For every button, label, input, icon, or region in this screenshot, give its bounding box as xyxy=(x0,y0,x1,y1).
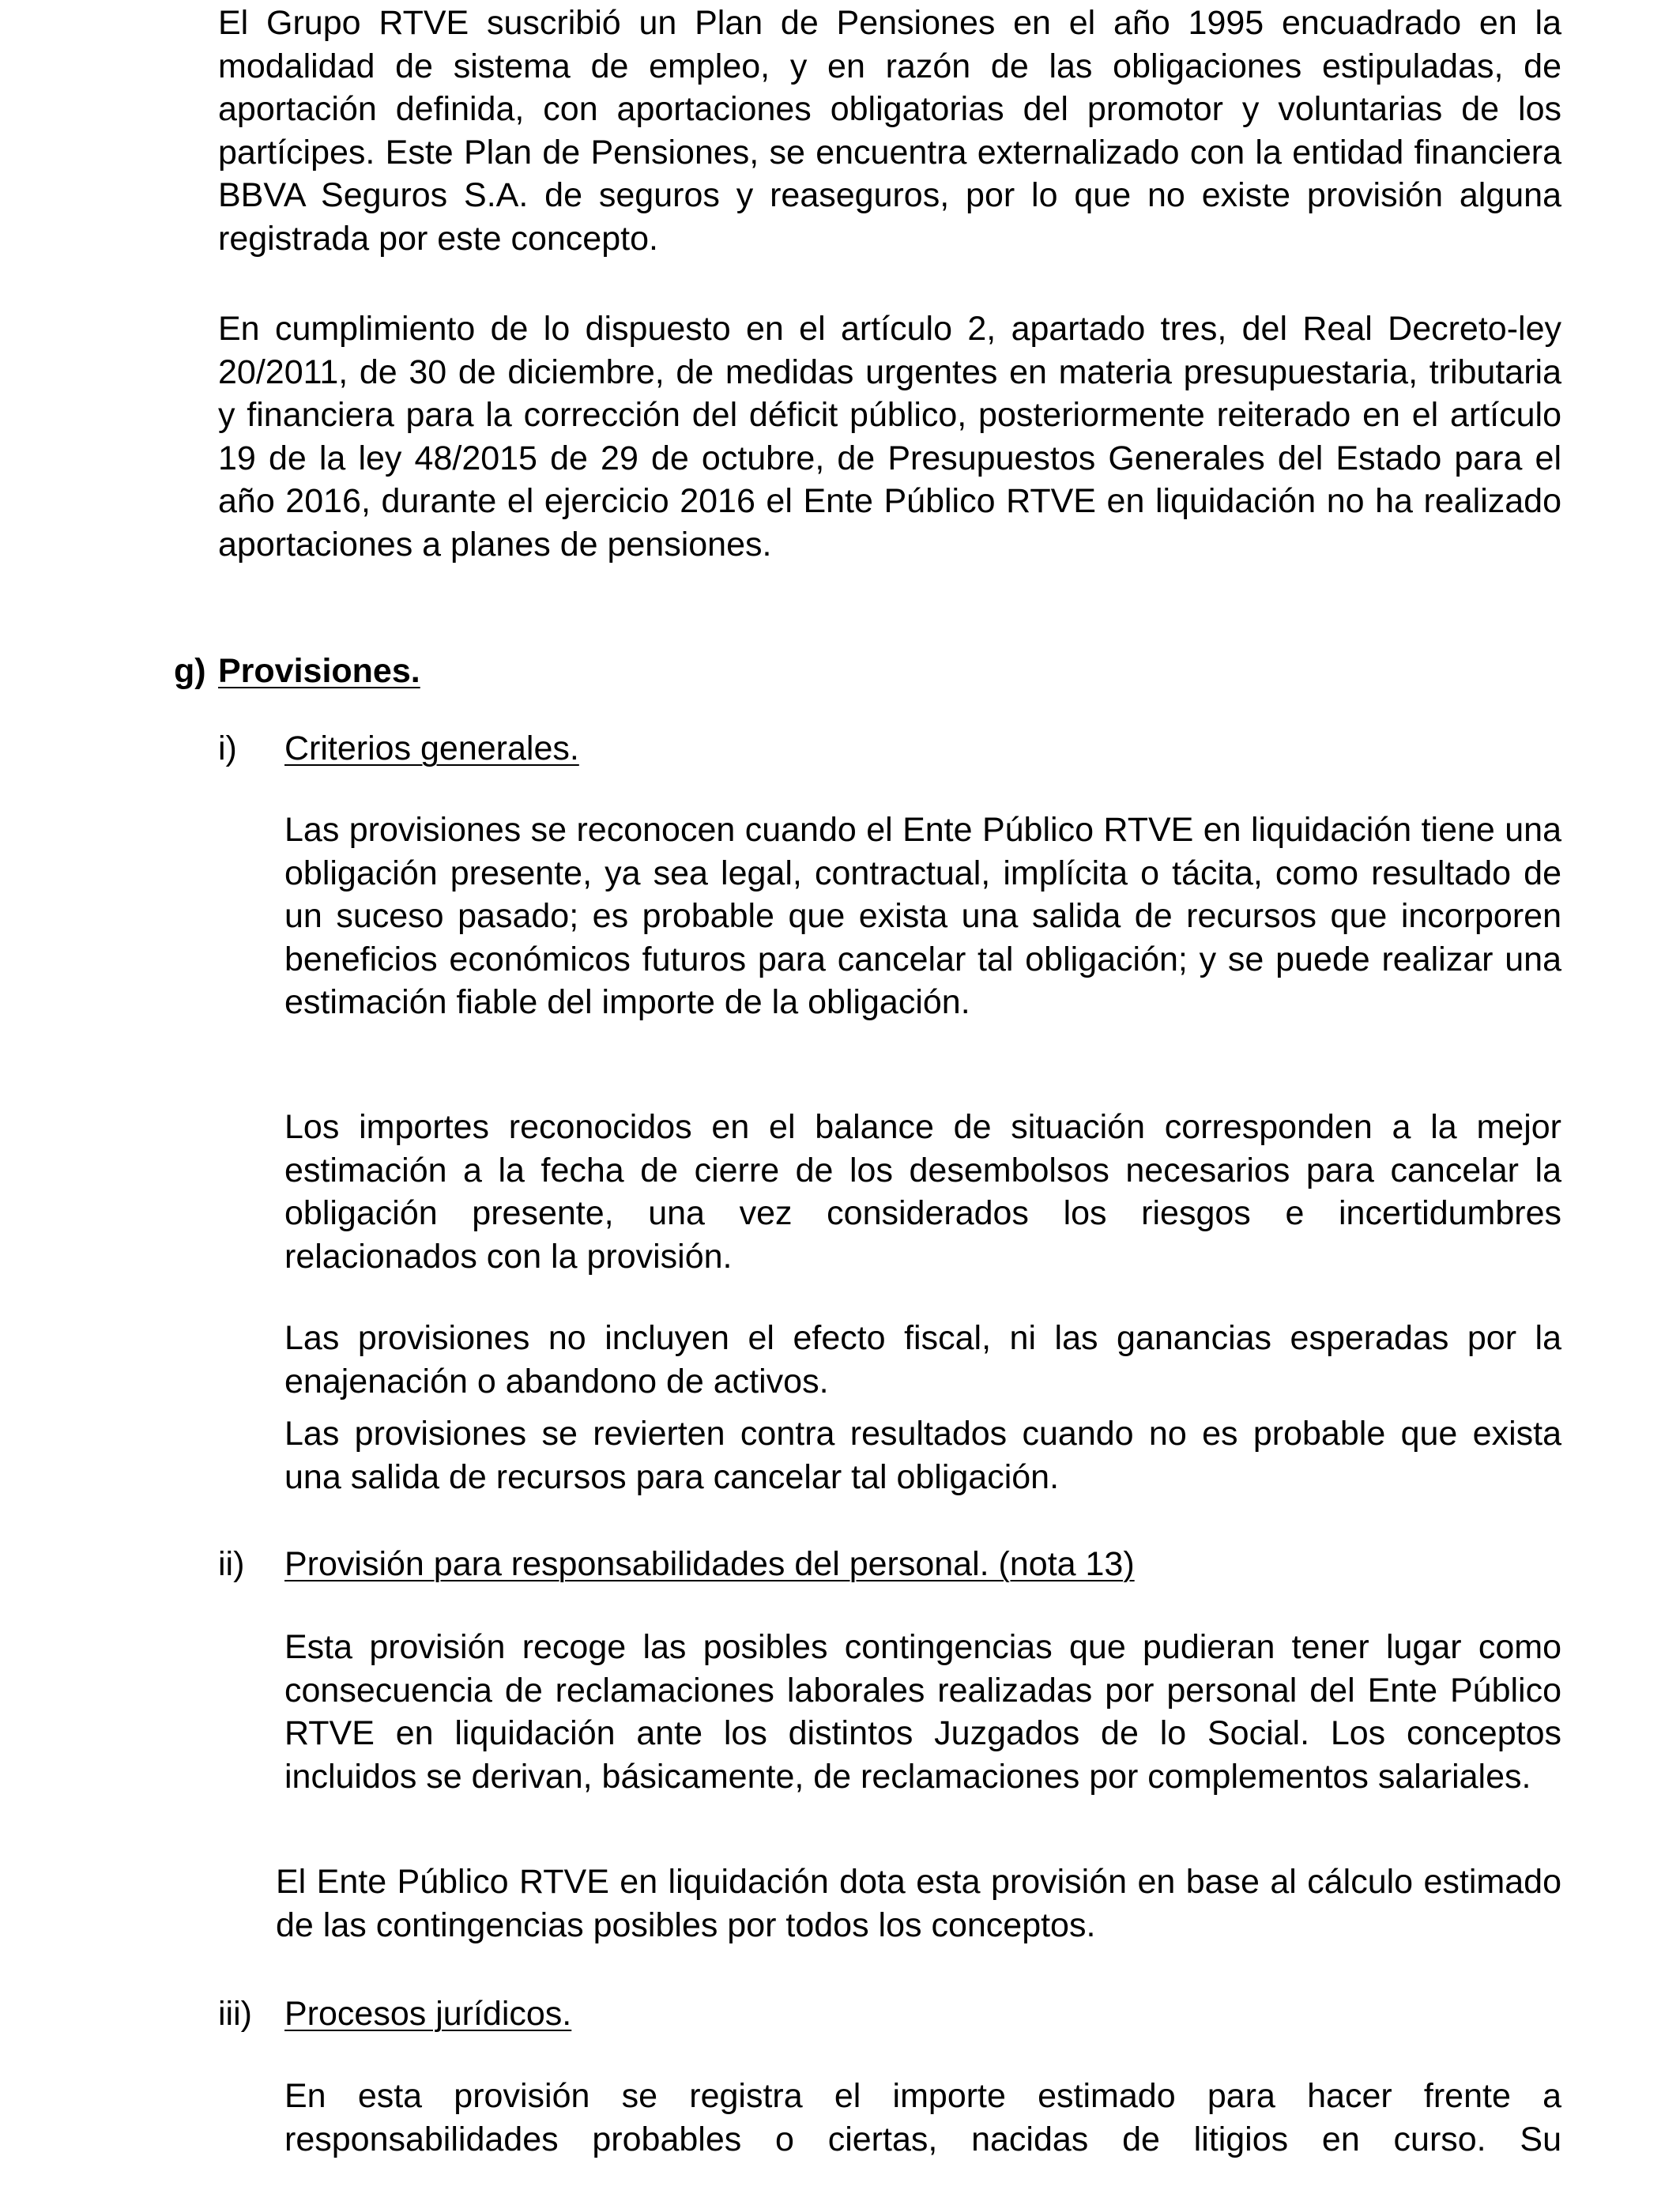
section-g-marker: g) xyxy=(174,652,206,690)
subsection-iii-title: Procesos jurídicos. xyxy=(284,1995,572,2033)
subsection-i-title: Criterios generales. xyxy=(284,729,579,767)
paragraph-personal-1: Esta provisión recoge las posibles contingencias que pudieran tener lugar como consecuencia de reclamaciones laborales realizadas por personal del Ente Público RTVE en liquidación ante los distintos Juzgados de lo Social. Los conceptos incluidos se derivan, básicamente, de reclamaciones por complementos salariales. xyxy=(284,1628,1561,1796)
paragraph-criterios-1: Las provisiones se reconocen cuando el Ente Público RTVE en liquidación tiene una obligación presente, ya sea legal, contractual, implícita o tácita, como resultado de un suceso pasado; es probable que exista una salida de recursos que incorporen beneficios económicos futuros para cancelar tal obligación; y se puede realizar una estimación fiable del importe de la obligación. xyxy=(284,811,1561,1022)
paragraph-real-decreto: En cumplimiento de lo dispuesto en el artículo 2, apartado tres, del Real Decreto-ley 20/2011, de 30 de diciembre, de medidas urgentes en materia presupuestaria, tributaria y financiera para la corrección del déficit público, posteriormente reiterado en el artículo 19 de la ley 48/2015 de 29 de octubre, de Presupuestos Generales del Estado para el año 2016, durante el ejercicio 2016 el Ente Público RTVE en liquidación no ha realizado aportaciones a planes de pensiones. xyxy=(218,310,1561,564)
subsection-ii-marker: ii) xyxy=(218,1545,245,1583)
paragraph-criterios-4: Las provisiones se revierten contra resultados cuando no es probable que exista una salida de recursos para cancelar tal obligación. xyxy=(284,1415,1561,1496)
section-g-title: Provisiones. xyxy=(218,652,420,690)
paragraph-criterios-2: Los importes reconocidos en el balance de situación corresponden a la mejor estimación a la fecha de cierre de los desembolsos necesarios para cancelar la obligación presente, una vez considerados los riesgos e incertidumbres relacionados con la provisión. xyxy=(284,1108,1561,1276)
paragraph-personal-2: El Ente Público RTVE en liquidación dota esta provisión en base al cálculo estimado de las contingencias posibles por todos los conceptos. xyxy=(276,1863,1561,1944)
subsection-iii-marker: iii) xyxy=(218,1995,252,2033)
subsection-ii-title: Provisión para responsabilidades del personal. (nota 13) xyxy=(284,1545,1135,1583)
paragraph-criterios-3: Las provisiones no incluyen el efecto fiscal, ni las ganancias esperadas por la enajenación o abandono de activos. xyxy=(284,1319,1561,1400)
paragraph-procesos-1: En esta provisión se registra el importe estimado para hacer frente a responsabilidades probables o ciertas, nacidas de litigios en curso. Su xyxy=(284,2077,1561,2158)
subsection-i-marker: i) xyxy=(218,729,237,767)
paragraph-pension-plan: El Grupo RTVE suscribió un Plan de Pensiones en el año 1995 encuadrado en la modalidad de sistema de empleo, y en razón de las obligaciones estipuladas, de aportación definida, con aportaciones obligatorias del promotor y voluntarias de los partícipes. Este Plan de Pensiones, se encuentra externalizado con la entidad financiera BBVA Seguros S.A. de seguros y reaseguros, por lo que no existe provisión alguna registrada por este concepto. xyxy=(218,4,1561,258)
